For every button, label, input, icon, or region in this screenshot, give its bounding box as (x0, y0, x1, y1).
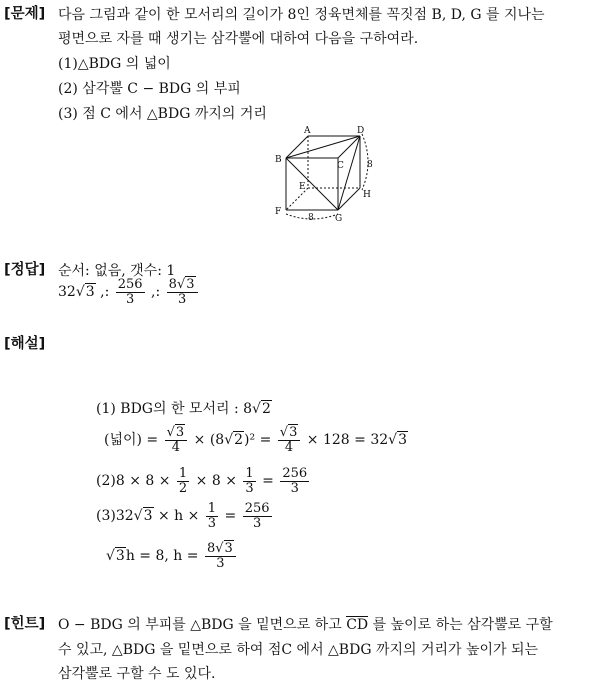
answer-3-fraction (167, 278, 198, 306)
expl-4-frac-den: 3 (207, 515, 217, 531)
expl-3-mid: × 8 × (195, 473, 237, 490)
expl-3-result (280, 467, 309, 495)
expl-2-frac-1-rad: 3 (175, 425, 185, 440)
expl-5-result (205, 542, 236, 570)
expl-2-mid-sqrt: √2 (224, 432, 244, 449)
expl-3-eq: = (262, 473, 274, 490)
expl-4-result-den: 3 (252, 515, 262, 531)
cube-diagram (270, 122, 380, 224)
expl-2-mid-rad: 2 (234, 432, 244, 449)
expl-2-frac-2-rad: 3 (289, 425, 298, 440)
explanation-label: [해설] (4, 336, 46, 352)
expl-5-result-num (205, 542, 236, 557)
answer-1-sqrt: √3 (75, 284, 95, 301)
expl-4-sqrt: √3 (133, 508, 153, 525)
expl-2-end-rad: 3 (398, 432, 407, 449)
expl-3-frac-1-num: 1 (178, 466, 188, 481)
answer-3-num-coef: 8 (168, 277, 177, 292)
vertex-label-a: A (304, 126, 311, 136)
expl-2-frac-1 (165, 426, 188, 454)
expl-2-frac-2-sqrt: √3 (279, 425, 298, 440)
problem-item-1: (1)△BDG 의 넓이 (58, 56, 171, 72)
hint-label: [힌트] (4, 616, 46, 632)
hint-line-2: 수 있고, △BDG 을 밑면으로 하여 점C 에서 △BDG 까지의 거리가 높이가 되는 (58, 642, 539, 658)
expl-5-result-coef: 8 (206, 541, 216, 556)
expl-4-mid: × h × (157, 508, 200, 525)
answer-3-den: 3 (177, 291, 187, 307)
problem-item-3: (3) 점 C 에서 △BDG 까지의 거리 (58, 106, 267, 122)
answer-order-count: 순서: 없음, 갯수: 1 (58, 263, 176, 279)
vertex-label-g: G (335, 214, 343, 224)
edge-length-bottom: 8 (308, 213, 314, 223)
expl-5-rad: 3 (115, 548, 125, 565)
answer-2-num: 256 (117, 277, 143, 292)
expl-5-mid: h = 8, h = (125, 548, 199, 565)
answer-1-rad: 3 (85, 284, 95, 301)
vertex-label-e: E (299, 182, 306, 192)
answer-label: [정답] (4, 262, 46, 278)
answer-3-num (167, 278, 198, 293)
problem-label: [문제] (4, 6, 46, 22)
hint-line-1 (58, 614, 553, 634)
answer-3-rad: 3 (186, 277, 195, 292)
hint-line-1-a: O − BDG 의 부피를 △BDG 을 밑면으로 하고 (58, 617, 342, 633)
expl-2-frac-2 (278, 426, 301, 454)
problem-item-2: (2) 삼각뿔 C − BDG 의 부피 (58, 81, 241, 97)
expl-2-frac-1-den: 4 (171, 439, 181, 455)
expl-5-sqrt: √3 (106, 548, 125, 565)
expl-3-result-num: 256 (282, 466, 308, 481)
expl-2-end: × 128 = 32 (306, 432, 389, 449)
expl-4-frac-num: 1 (207, 501, 217, 516)
vertex-label-c: C (337, 161, 344, 171)
vertex-label-b: B (275, 155, 282, 165)
expl-3-frac-1 (177, 467, 189, 495)
answer-3-sqrt: √3 (176, 277, 195, 292)
expl-2-frac-2-den: 4 (284, 439, 294, 455)
expl-4-prefix: (3)32 (96, 508, 134, 525)
expl-4-frac (206, 502, 218, 530)
expl-1-text: (1) BDG의 한 모서리 : 8 (96, 401, 253, 417)
edge-length-right: 8 (367, 160, 373, 170)
expl-4-rad: 3 (143, 508, 153, 525)
answer-2-den: 3 (126, 291, 135, 307)
hint-line-1-b: 를 높이로 하는 삼각뿔로 구할 (372, 617, 553, 633)
explanation-line-3 (96, 467, 311, 495)
answer-1-coef: 32 (58, 284, 76, 301)
expl-3-frac-1-den: 2 (178, 480, 188, 496)
expl-1-rad: 2 (261, 401, 271, 417)
answer-separator-2: ,: (151, 284, 165, 301)
expl-2-frac-1-sqrt: √3 (166, 425, 185, 440)
expl-3-frac-2-den: 3 (245, 480, 254, 496)
vertex-label-h: H (363, 190, 371, 200)
expl-2-prefix: (넓이) = (104, 432, 159, 449)
explanation-line-2 (104, 426, 408, 454)
expl-2-mid: × (8 (193, 432, 225, 449)
expl-4-result-num: 256 (244, 501, 270, 516)
expl-5-result-den: 3 (216, 555, 225, 571)
expl-2-frac-2-num (278, 426, 301, 441)
vertex-label-f: F (275, 207, 282, 217)
hint-segment-cd: CD (346, 617, 369, 633)
expl-3-frac-2 (243, 467, 255, 495)
vertex-label-d: D (357, 126, 365, 136)
expl-4-result (243, 502, 272, 530)
expl-5-result-sqrt: √3 (215, 541, 233, 556)
expl-3-result-den: 3 (290, 480, 299, 496)
explanation-line-5 (106, 542, 238, 570)
answer-separator-1: ,: (100, 284, 114, 301)
expl-5-result-rad: 3 (224, 541, 233, 556)
explanation-line-1 (96, 398, 272, 418)
answer-values (58, 278, 200, 306)
expl-2-frac-1-num (165, 426, 188, 441)
explanation-line-4 (96, 502, 274, 530)
expl-2-mid-end: )² = (244, 432, 272, 449)
answer-2-fraction (116, 278, 145, 306)
problem-line-2: 평면으로 자를 때 생기는 삼각뿔에 대하여 다음을 구하여라. (58, 31, 419, 47)
expl-4-eq: = (224, 508, 237, 525)
problem-line-1: 다음 그림과 같이 한 모서리의 길이가 8인 정육면체를 꼭짓점 B, D, G 를 지나는 (58, 7, 545, 23)
expl-3-frac-2-num: 1 (245, 466, 254, 481)
expl-2-end-sqrt: √3 (388, 432, 407, 449)
expl-3-prefix: (2)8 × 8 × (96, 473, 171, 490)
expl-1-sqrt: √2 (252, 401, 271, 417)
hint-line-3: 삼각뿔로 구할 수 도 있다. (58, 666, 216, 682)
